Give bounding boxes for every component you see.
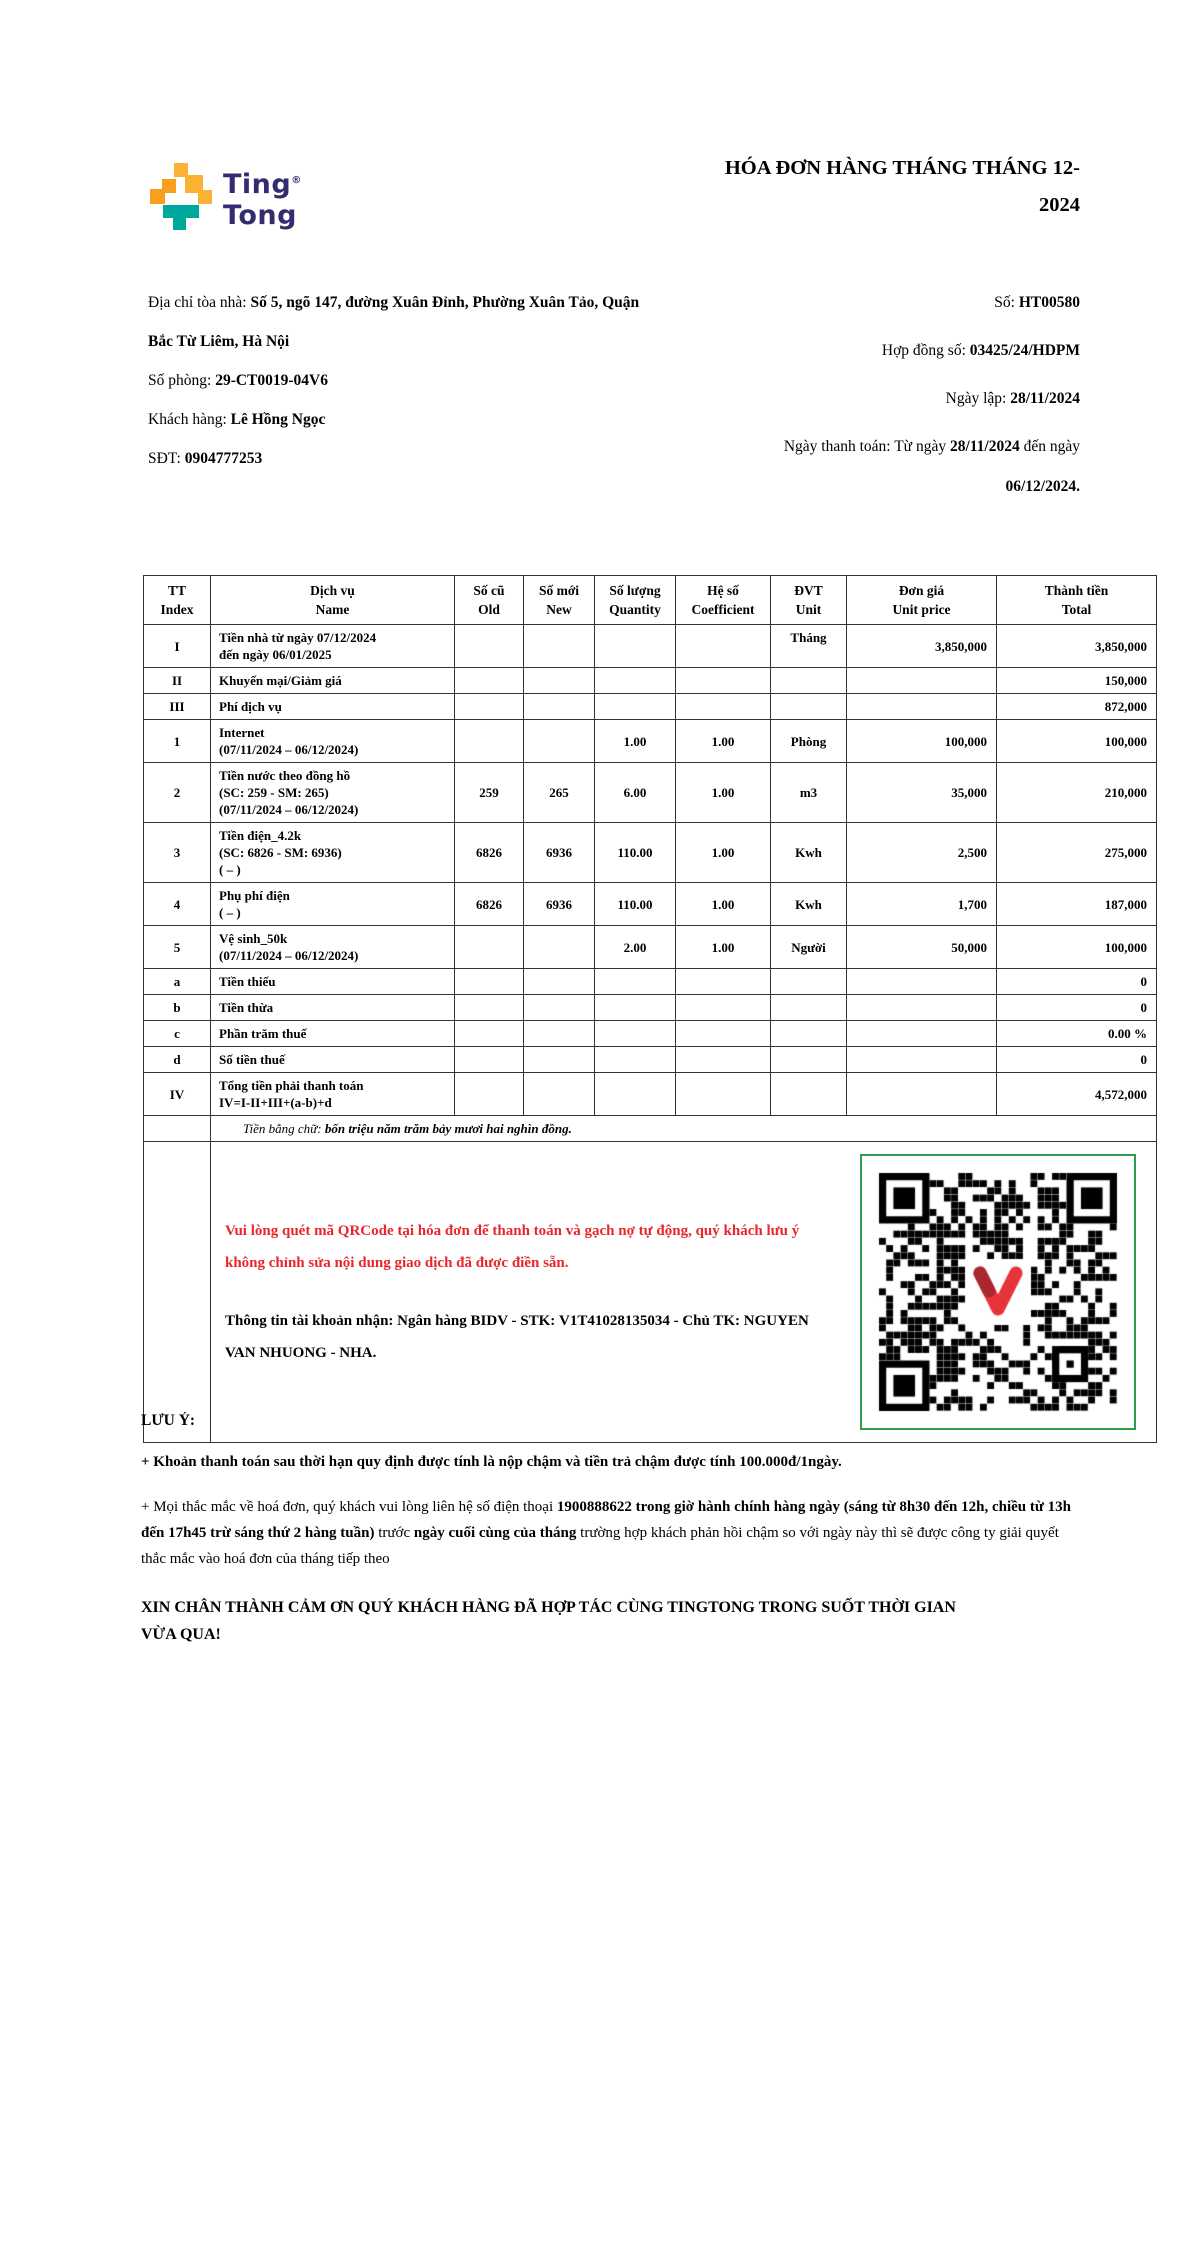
cell-unit-price: 3,850,000 <box>847 625 997 668</box>
cell-service-name: Tiền nước theo đồng hồ (SC: 259 - SM: 265) (07/11/2024 – 06/12/2024) <box>211 763 455 823</box>
cell-service-name: Phần trăm thuế <box>211 1021 455 1047</box>
cell-unit-price: 50,000 <box>847 926 997 969</box>
cell-index: a <box>144 969 211 995</box>
cell-old-reading <box>455 720 524 763</box>
cell-old-reading <box>455 926 524 969</box>
cell-quantity <box>595 1047 676 1073</box>
cell-total: 872,000 <box>997 694 1157 720</box>
cell-new-reading: 6936 <box>524 823 595 883</box>
cell-quantity <box>595 995 676 1021</box>
cell-new-reading: 6936 <box>524 883 595 926</box>
cell-coefficient <box>676 1073 771 1116</box>
cell-service-name: Khuyến mại/Giảm giá <box>211 668 455 694</box>
table-row <box>144 883 1157 926</box>
cell-total: 275,000 <box>997 823 1157 883</box>
tingtong-logo-icon <box>150 163 214 231</box>
cell-service-name: Số tiền thuế <box>211 1047 455 1073</box>
qr-scan-note: Vui lòng quét mã QRCode tại hóa đơn để thanh toán và gạch nợ tự động, quý khách lưu ý không chỉnh sửa nội dung giao dịch đã được điền sẵn. <box>225 1223 800 1271</box>
info-left-column <box>148 283 649 515</box>
cell-new-reading <box>524 1021 595 1047</box>
cell-quantity <box>595 668 676 694</box>
info-line: Ngày thanh toán: Từ ngày 28/11/2024 đến ngày 06/12/2024. <box>783 438 1080 495</box>
table-row <box>144 694 1157 720</box>
cell-new-reading <box>524 720 595 763</box>
cell-quantity <box>595 1021 676 1047</box>
cell-quantity <box>595 694 676 720</box>
cell-index: III <box>144 694 211 720</box>
cell-index: 1 <box>144 720 211 763</box>
column-header: Số lượng Quantity <box>595 576 676 625</box>
hotline-note: + Mọi thắc mắc về hoá đơn, quý khách vui lòng liên hệ số điện thoại 1900888622 trong giờ hành chính hàng ngày (sáng từ 8h30 đến 12h, chiều từ 13h đến 17h45 trừ sáng thứ 2 hàng tuần) trước ngày cuối cùng của tháng trường hợp khách phản hồi chậm so với ngày này thì sẽ được công ty giải quyết thắc mắc vào hoá đơn của tháng tiếp theo <box>141 1499 1071 1567</box>
info-line: Khách hàng: Lê Hồng Ngọc <box>148 411 326 428</box>
amount-words-row <box>144 1116 1157 1142</box>
amount-in-words <box>211 1116 1157 1142</box>
cell-old-reading: 259 <box>455 763 524 823</box>
cell-quantity: 110.00 <box>595 883 676 926</box>
info-line: Ngày lập: 28/11/2024 <box>945 390 1080 407</box>
cell-coefficient <box>676 668 771 694</box>
cell-old-reading <box>455 694 524 720</box>
cell-new-reading <box>524 1073 595 1116</box>
qr-row-index-cell <box>144 1142 211 1443</box>
cell-coefficient <box>676 625 771 668</box>
cell-old-reading <box>455 668 524 694</box>
cell-total: 210,000 <box>997 763 1157 823</box>
cell-new-reading <box>524 668 595 694</box>
cell-coefficient <box>676 969 771 995</box>
cell-coefficient <box>676 995 771 1021</box>
cell-old-reading: 6826 <box>455 883 524 926</box>
payment-qr-code <box>860 1154 1136 1430</box>
info-line: Hợp đồng số: 03425/24/HDPM <box>881 342 1080 359</box>
cell-new-reading: 265 <box>524 763 595 823</box>
cell-unit-price: 100,000 <box>847 720 997 763</box>
cell-service-name: Tiền nhà từ ngày 07/12/2024 đến ngày 06/01/2025 <box>211 625 455 668</box>
cell-unit <box>771 995 847 1021</box>
cell-unit <box>771 694 847 720</box>
cell-quantity <box>595 969 676 995</box>
cell-quantity: 6.00 <box>595 763 676 823</box>
cell-index: I <box>144 625 211 668</box>
cell-quantity: 110.00 <box>595 823 676 883</box>
column-header: Số cũ Old <box>455 576 524 625</box>
table-row <box>144 1073 1157 1116</box>
cell-coefficient <box>676 1047 771 1073</box>
invoice-table-body <box>144 625 1157 1116</box>
cell-unit-price <box>847 1047 997 1073</box>
cell-unit: Tháng <box>771 625 847 668</box>
cell-coefficient <box>676 1021 771 1047</box>
cell-new-reading <box>524 1047 595 1073</box>
cell-total: 0 <box>997 995 1157 1021</box>
cell-total: 0 <box>997 1047 1157 1073</box>
cell-coefficient: 1.00 <box>676 720 771 763</box>
table-row <box>144 668 1157 694</box>
cell-old-reading <box>455 1073 524 1116</box>
cell-total: 0.00 % <box>997 1021 1157 1047</box>
payment-instructions <box>225 1215 825 1369</box>
column-header: Dịch vụ Name <box>211 576 455 625</box>
cell-total: 100,000 <box>997 720 1157 763</box>
cell-quantity <box>595 1073 676 1116</box>
cell-service-name: Phí dịch vụ <box>211 694 455 720</box>
tingtong-logo-text: Ting® Tong <box>223 169 302 231</box>
cell-coefficient <box>676 694 771 720</box>
cell-unit <box>771 1021 847 1047</box>
cell-coefficient: 1.00 <box>676 823 771 883</box>
cell-index: d <box>144 1047 211 1073</box>
cell-unit-price <box>847 1021 997 1047</box>
invoice-title: HÓA ĐƠN HÀNG THÁNG THÁNG 12- 2024 <box>724 157 1080 216</box>
cell-index: b <box>144 995 211 1021</box>
bank-account-separator: - Chủ TK: <box>669 1313 744 1329</box>
cell-index: 3 <box>144 823 211 883</box>
cell-unit-price <box>847 668 997 694</box>
table-row <box>144 625 1157 668</box>
amount-words-index-cell <box>144 1116 211 1142</box>
cell-total: 150,000 <box>997 668 1157 694</box>
cell-old-reading <box>455 625 524 668</box>
cell-new-reading <box>524 694 595 720</box>
cell-service-name: Vệ sinh_50k (07/11/2024 – 06/12/2024) <box>211 926 455 969</box>
late-payment-note: + Khoản thanh toán sau thời hạn quy định được tính là nộp chậm và tiền trả chậm được tính 100.000đ/1ngày. <box>141 1454 842 1470</box>
amount-words-label: Tiền bằng chữ: <box>243 1121 325 1136</box>
cell-unit <box>771 969 847 995</box>
cell-unit-price <box>847 694 997 720</box>
cell-index: II <box>144 668 211 694</box>
notes-heading: LƯU Ý: <box>141 1412 196 1429</box>
cell-new-reading <box>524 926 595 969</box>
bank-account-info <box>225 1305 825 1369</box>
cell-unit-price <box>847 995 997 1021</box>
cell-quantity <box>595 625 676 668</box>
invoice-info <box>148 283 1080 515</box>
invoice-table <box>143 575 1157 1443</box>
cell-unit-price <box>847 969 997 995</box>
column-header: ĐVT Unit <box>771 576 847 625</box>
cell-new-reading <box>524 969 595 995</box>
cell-old-reading <box>455 1021 524 1047</box>
cell-unit-price: 1,700 <box>847 883 997 926</box>
column-header: Thành tiền Total <box>997 576 1157 625</box>
column-header: Hệ số Coefficient <box>676 576 771 625</box>
column-header: Số mới New <box>524 576 595 625</box>
cell-unit: Phòng <box>771 720 847 763</box>
cell-unit: m3 <box>771 763 847 823</box>
cell-new-reading <box>524 625 595 668</box>
cell-quantity: 1.00 <box>595 720 676 763</box>
cell-unit: Kwh <box>771 883 847 926</box>
qr-code-canvas <box>862 1156 1134 1428</box>
cell-coefficient: 1.00 <box>676 883 771 926</box>
cell-unit-price: 35,000 <box>847 763 997 823</box>
info-line: Địa chỉ tòa nhà: Số 5, ngõ 147, đường Xuân Đỉnh, Phường Xuân Tảo, Quận Bắc Từ Liêm, Hà Nội <box>148 294 640 350</box>
table-header-row <box>144 576 1157 625</box>
table-row <box>144 995 1157 1021</box>
amount-words-value: bốn triệu năm trăm bảy mươi hai nghìn đồng. <box>324 1121 572 1136</box>
cell-total: 0 <box>997 969 1157 995</box>
info-line: Số: HT00580 <box>994 294 1080 311</box>
cell-total: 3,850,000 <box>997 625 1157 668</box>
column-header: Đơn giá Unit price <box>847 576 997 625</box>
cell-unit-price: 2,500 <box>847 823 997 883</box>
table-row <box>144 926 1157 969</box>
cell-unit: Kwh <box>771 823 847 883</box>
qr-payment-cell <box>211 1142 1157 1443</box>
cell-unit: Người <box>771 926 847 969</box>
table-row <box>144 969 1157 995</box>
cell-old-reading <box>455 995 524 1021</box>
cell-index: IV <box>144 1073 211 1116</box>
cell-total: 4,572,000 <box>997 1073 1157 1116</box>
cell-new-reading <box>524 995 595 1021</box>
cell-index: c <box>144 1021 211 1047</box>
cell-index: 4 <box>144 883 211 926</box>
cell-old-reading <box>455 969 524 995</box>
qr-row <box>144 1142 1157 1443</box>
cell-unit <box>771 1073 847 1116</box>
cell-old-reading <box>455 1047 524 1073</box>
cell-index: 2 <box>144 763 211 823</box>
cell-service-name: Tiền thừa <box>211 995 455 1021</box>
table-row <box>144 1021 1157 1047</box>
cell-service-name: Tổng tiền phải thanh toán IV=I-II+III+(a-b)+d <box>211 1073 455 1116</box>
cell-unit <box>771 1047 847 1073</box>
table-row <box>144 1047 1157 1073</box>
bank-account-label: Thông tin tài khoản nhận: Ngân hàng BIDV - STK: <box>225 1313 560 1329</box>
cell-old-reading: 6826 <box>455 823 524 883</box>
info-right-column <box>649 283 1080 515</box>
invoice-footer <box>141 1412 1081 1648</box>
cell-service-name: Phụ phí điện ( – ) <box>211 883 455 926</box>
cell-quantity: 2.00 <box>595 926 676 969</box>
cell-total: 187,000 <box>997 883 1157 926</box>
table-row <box>144 823 1157 883</box>
cell-unit-price <box>847 1073 997 1116</box>
table-row <box>144 720 1157 763</box>
cell-index: 5 <box>144 926 211 969</box>
bank-account-number: V1T41028135034 <box>559 1313 670 1329</box>
bank-account-holder: NGUYEN VAN NHUONG - NHA. <box>225 1313 809 1361</box>
column-header: TT Index <box>144 576 211 625</box>
cell-total: 100,000 <box>997 926 1157 969</box>
cell-service-name: Tiền điện_4.2k (SC: 6826 - SM: 6936) ( – ) <box>211 823 455 883</box>
cell-unit <box>771 668 847 694</box>
tingtong-logo <box>150 163 302 231</box>
cell-coefficient: 1.00 <box>676 763 771 823</box>
info-line: SĐT: 0904777253 <box>148 450 263 467</box>
cell-service-name: Internet (07/11/2024 – 06/12/2024) <box>211 720 455 763</box>
info-line: Số phòng: 29-CT0019-04V6 <box>148 372 328 389</box>
cell-coefficient: 1.00 <box>676 926 771 969</box>
thanks-message: XIN CHÂN THÀNH CẢM ƠN QUÝ KHÁCH HÀNG ĐÃ HỢP TÁC CÙNG TINGTONG TRONG SUỐT THỜI GIAN VỪA QUA! <box>141 1599 956 1643</box>
table-row <box>144 763 1157 823</box>
cell-service-name: Tiền thiếu <box>211 969 455 995</box>
